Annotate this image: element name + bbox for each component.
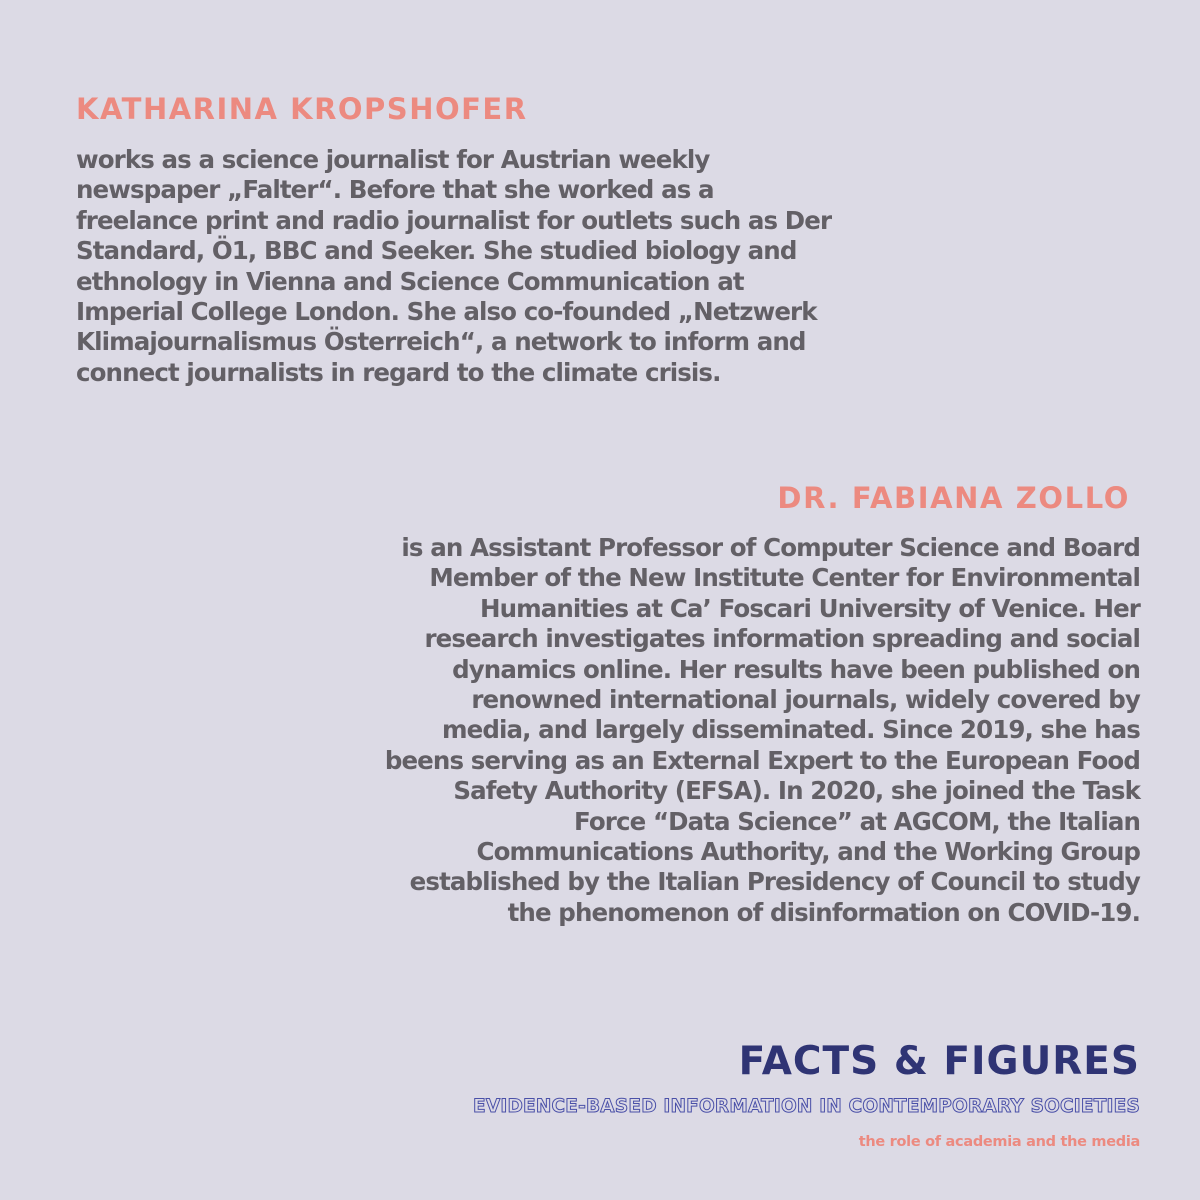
bio-line: the phenomenon of disinformation on COVID-19. bbox=[507, 897, 1140, 927]
bio-line: media, and largely disseminated. Since 2019, she has bbox=[442, 715, 1140, 745]
brand-subtitle: EVIDENCE-BASED INFORMATION IN CONTEMPORARY SOCIETIES bbox=[473, 1096, 1140, 1117]
brand-title: FACTS & FIGURES bbox=[738, 1039, 1140, 1084]
bio-line: connect journalists in regard to the climate crisis. bbox=[76, 357, 721, 387]
bio-line: Force “Data Science” at AGCOM, the Italian bbox=[574, 806, 1140, 836]
person-name: DR. FABIANA ZOLLO bbox=[777, 481, 1130, 515]
bio-line: is an Assistant Professor of Computer Science and Board bbox=[401, 533, 1140, 562]
bio-line: newspaper „Falter“. Before that she worked as a bbox=[76, 175, 714, 205]
bio-line: freelance print and radio journalist for outlets such as Der bbox=[76, 205, 832, 235]
bio-line: ethnology in Vienna and Science Communication at bbox=[76, 266, 744, 296]
bio-line: established by the Italian Presidency of Council to study bbox=[409, 867, 1140, 897]
bio-line: Standard, Ö1, BBC and Seeker. She studied biology and bbox=[76, 236, 797, 266]
bio-line: research investigates information spreading and social bbox=[424, 624, 1140, 654]
bio-line: Imperial College London. She also co-founded „Netzwerk bbox=[76, 297, 817, 327]
bio-line: dynamics online. Her results have been published on bbox=[452, 654, 1140, 684]
bio-line: Member of the New Institute Center for Environmental bbox=[429, 563, 1140, 593]
bio-line: Humanities at Ca’ Foscari University of Venice. Her bbox=[479, 593, 1140, 623]
bio-line: beens serving as an External Expert to the European Food bbox=[384, 745, 1140, 775]
person-name: KATHARINA KROPSHOFER bbox=[76, 92, 528, 126]
bio-line: Klimajournalismus Österreich“, a network to inform and bbox=[76, 327, 806, 357]
bio-line: Communications Authority, and the Working Group bbox=[476, 837, 1140, 867]
person-bio bbox=[76, 145, 831, 388]
bio-line: renowned international journals, widely covered by bbox=[471, 685, 1140, 715]
person-bio bbox=[385, 533, 1140, 928]
bio-line: works as a science journalist for Austrian weekly bbox=[76, 145, 710, 174]
brand-tagline: the role of academia and the media bbox=[858, 1134, 1140, 1150]
bio-line: Safety Authority (EFSA). In 2020, she joined the Task bbox=[453, 776, 1140, 806]
